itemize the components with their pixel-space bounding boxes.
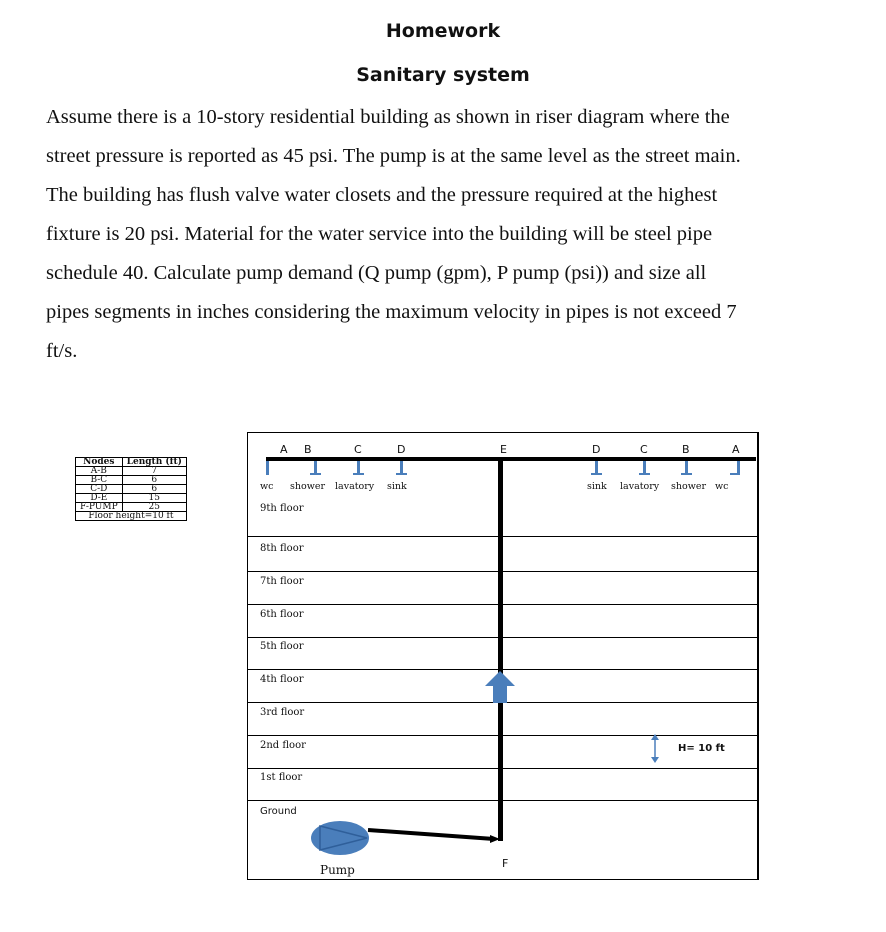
drop-c-right <box>643 461 646 475</box>
floor-label-4: 4th floor <box>260 674 304 685</box>
floor-height-note: Floor height=10 ft <box>76 512 187 521</box>
node-label-a-left: A <box>280 443 288 456</box>
left-fixture-caps <box>310 473 407 475</box>
floor-label-9: 9th floor <box>260 503 304 514</box>
table-cell: 6 <box>122 485 186 494</box>
drop-d-right <box>595 461 598 475</box>
floor-label-5: 5th floor <box>260 641 304 652</box>
node-label-c-right: C <box>640 443 648 456</box>
drop-c-left <box>357 461 360 475</box>
fixture-label: shower <box>290 481 326 492</box>
node-label-d-right: D <box>592 443 601 456</box>
height-dimension-icon <box>651 734 659 763</box>
right-fixture-drops <box>595 461 740 475</box>
floor-label-6: 6th floor <box>260 609 304 620</box>
table-cell: A-B <box>76 467 123 476</box>
floor-label-1: 1st floor <box>260 772 303 783</box>
node-label-f: F <box>502 857 509 870</box>
node-label-b-right: B <box>682 443 690 456</box>
fixture-label: wc <box>715 481 729 492</box>
fixture-label: sink <box>587 481 607 492</box>
node-label-b-left: B <box>304 443 312 456</box>
fixture-label: shower <box>671 481 707 492</box>
cap-a-right <box>730 473 740 475</box>
node-label-a-right: A <box>732 443 740 456</box>
pipe-network <box>248 433 760 881</box>
floor-label-8: 8th floor <box>260 543 304 554</box>
cap-c-right <box>639 473 650 475</box>
floor-label-7: 7th floor <box>260 576 304 587</box>
paragraph-line: fixture is 20 psi. Material for the water service into the building will be steel pipe <box>46 223 713 245</box>
paragraph-line: pipes segments in inches considering the maximum velocity in pipes is not exceed 7 <box>46 301 737 323</box>
floor-label-3: 3rd floor <box>260 707 305 718</box>
paragraph-line: The building has flush valve water closets and the pressure required at the highest <box>46 184 718 206</box>
cap-d-right <box>591 473 602 475</box>
drop-b-left <box>314 461 317 475</box>
fixture-label: sink <box>387 481 407 492</box>
ground-label: Ground <box>260 806 297 817</box>
nodes-length-table <box>75 457 187 521</box>
fixture-label: lavatory <box>620 481 660 492</box>
pump-discharge-pipe <box>368 830 494 839</box>
node-label-c-left: C <box>354 443 362 456</box>
horizontal-main-pipe <box>266 457 756 461</box>
table-cell: B-C <box>76 476 123 485</box>
paragraph-line: schedule 40. Calculate pump demand (Q pump (gpm), P pump (psi)) and size all <box>46 262 707 284</box>
up-arrow-icon <box>485 671 515 703</box>
right-fixture-caps <box>591 473 740 475</box>
paragraph-line: Assume there is a 10-story residential building as shown in riser diagram where the <box>46 106 730 128</box>
floor-label-2: 2nd floor <box>260 740 306 751</box>
fixture-label: wc <box>260 481 274 492</box>
pump-label: Pump <box>320 863 355 877</box>
table-cell: 7 <box>122 467 186 476</box>
table-header: Length (ft) <box>122 458 186 467</box>
cap-b-right <box>681 473 692 475</box>
problem-statement <box>46 98 806 371</box>
table-cell: 15 <box>122 494 186 503</box>
drop-a-right <box>737 461 740 475</box>
cap-c-left <box>353 473 364 475</box>
table-cell: F-PUMP <box>76 503 123 512</box>
page-title: Homework <box>385 20 501 42</box>
table-cell: 6 <box>122 476 186 485</box>
cap-d-left <box>396 473 407 475</box>
height-note: H= 10 ft <box>678 743 725 754</box>
node-label-d-left: D <box>397 443 406 456</box>
drop-b-right <box>685 461 688 475</box>
table-cell: C-D <box>76 485 123 494</box>
paragraph-line: ft/s. <box>46 340 78 362</box>
table-cell: D-E <box>76 494 123 503</box>
drop-d-left <box>400 461 403 475</box>
riser-diagram <box>247 432 759 880</box>
vertical-riser-pipe <box>498 457 503 841</box>
left-fixture-drops <box>266 461 403 475</box>
fixture-label: lavatory <box>335 481 375 492</box>
node-label-e: E <box>500 443 507 456</box>
drop-a-left <box>266 461 269 475</box>
table-cell: 25 <box>122 503 186 512</box>
cap-b-left <box>310 473 321 475</box>
paragraph-line: street pressure is reported as 45 psi. The pump is at the same level as the street main. <box>46 145 741 167</box>
table-header: Nodes <box>76 458 123 467</box>
page-subtitle: Sanitary system <box>356 64 530 86</box>
